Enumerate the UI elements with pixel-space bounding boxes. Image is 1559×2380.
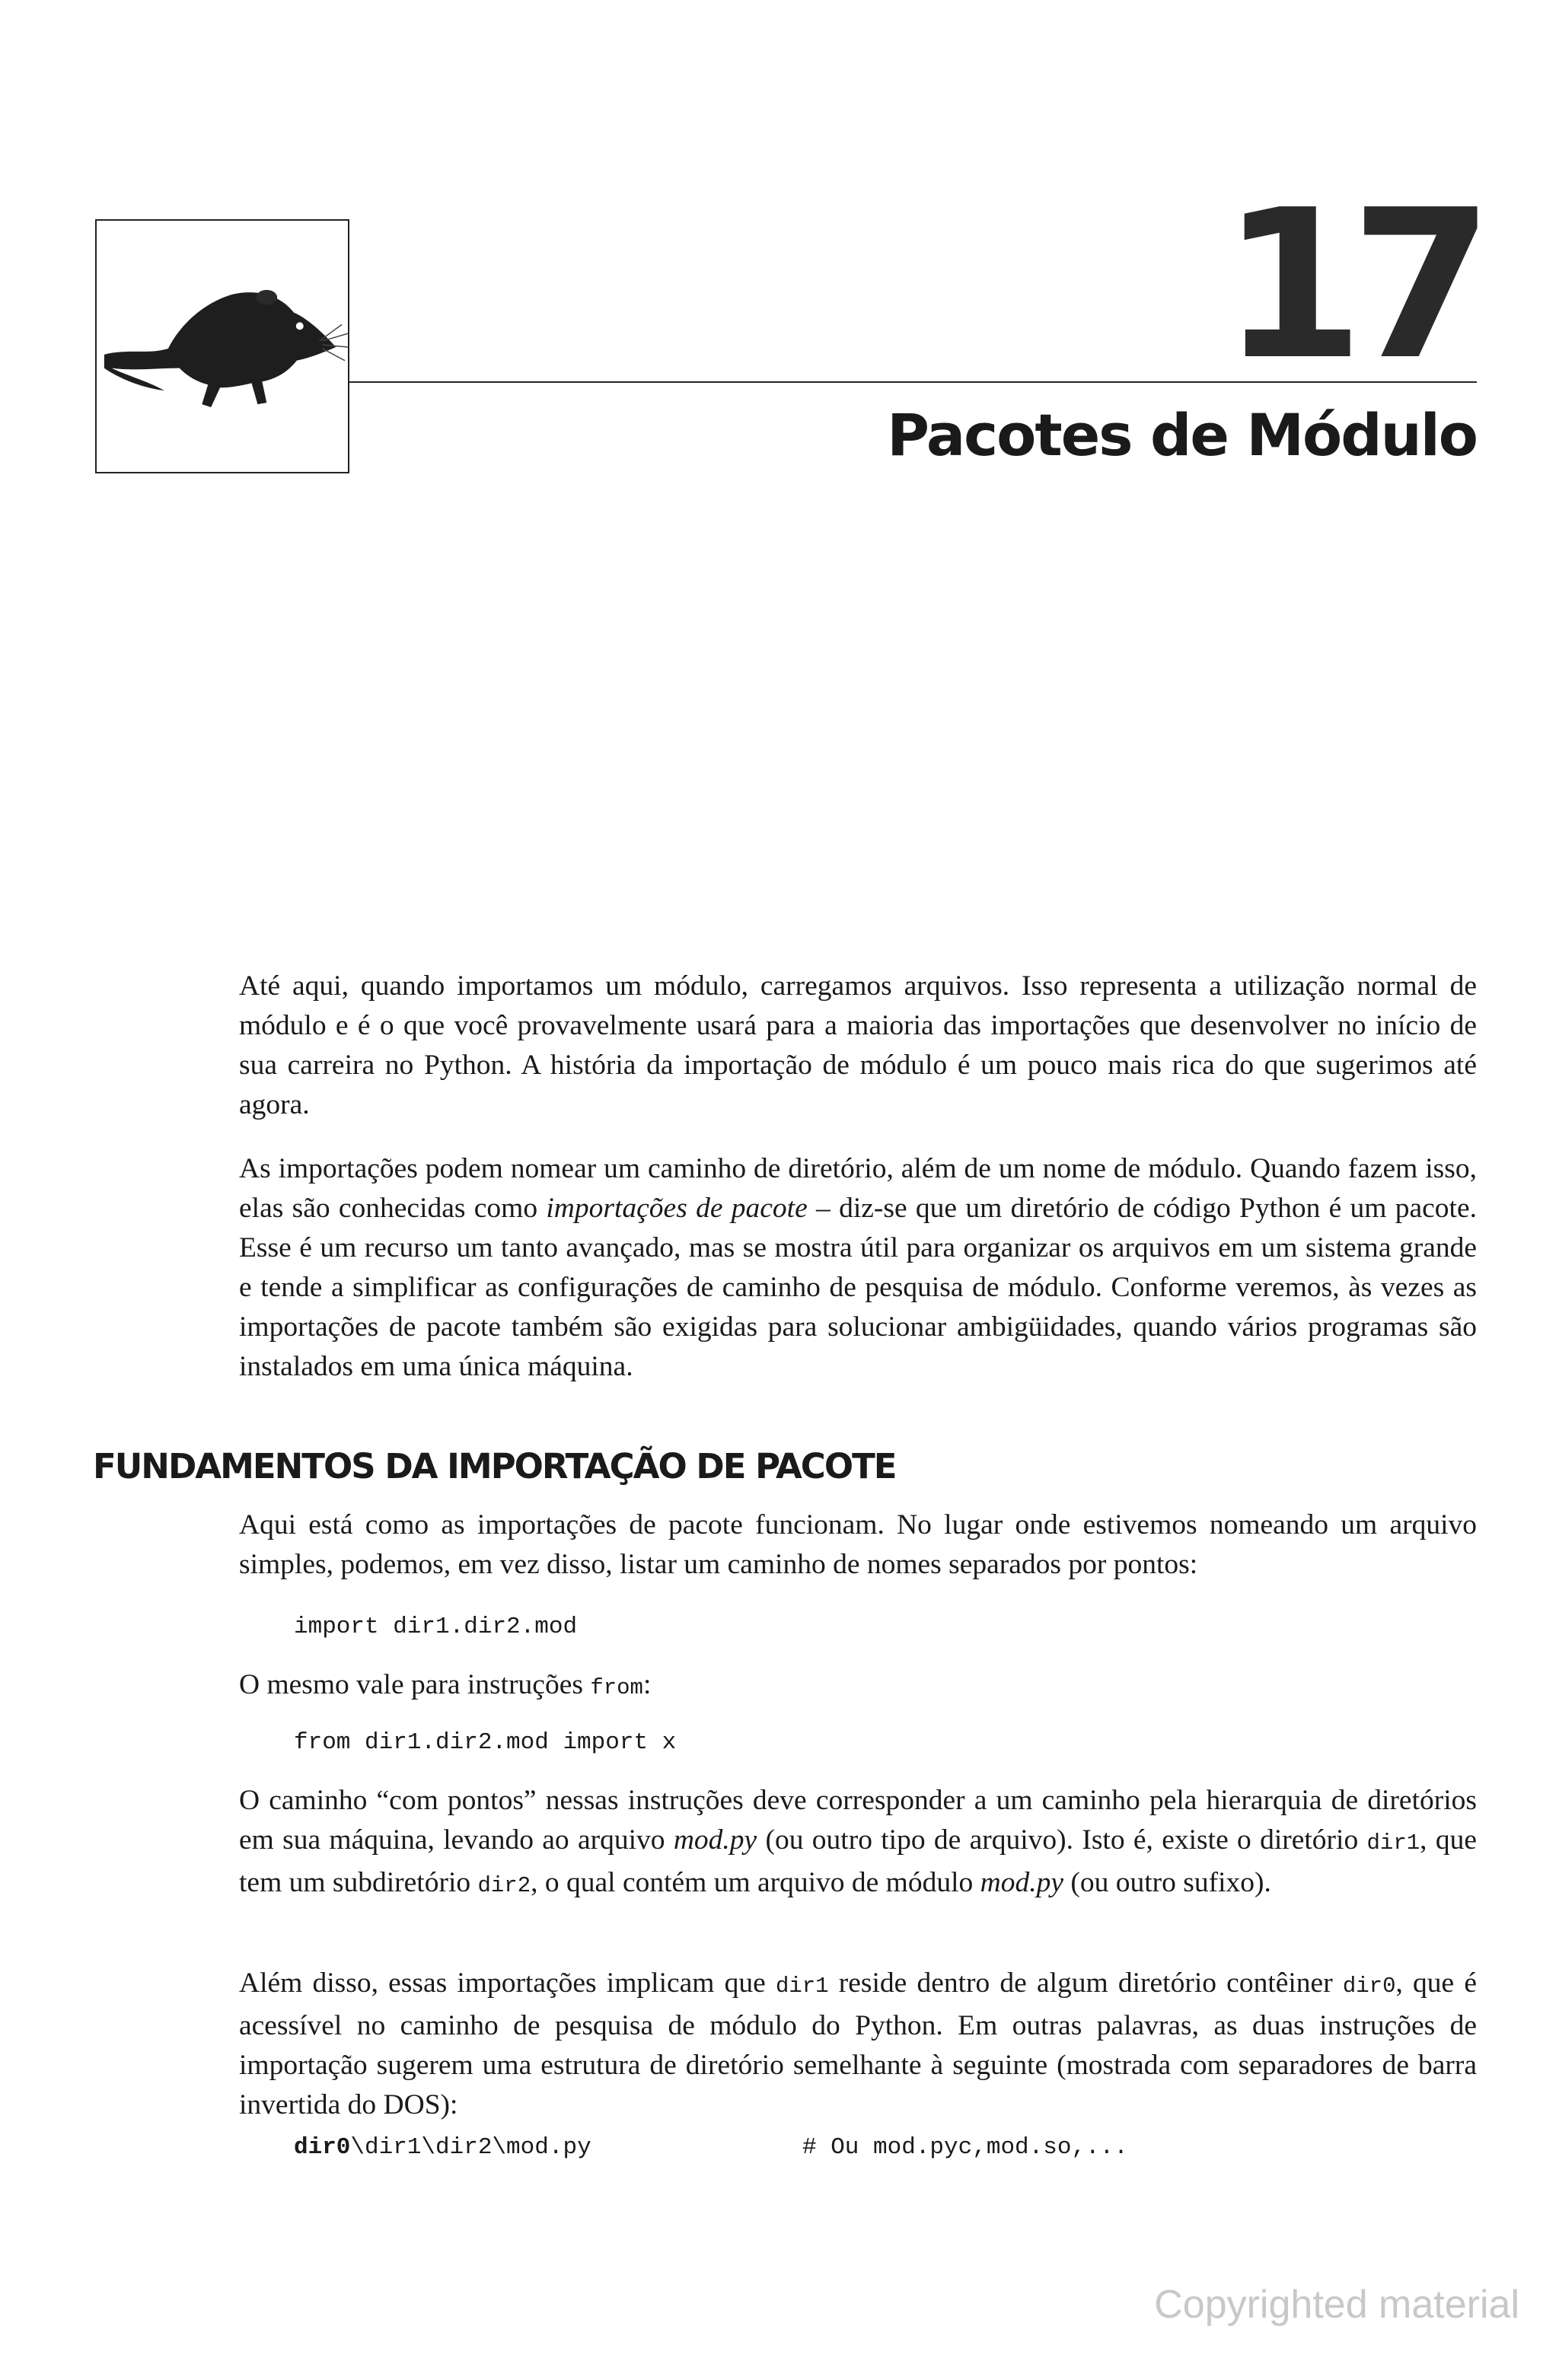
copyright-watermark: Copyrighted material — [1154, 2283, 1519, 2327]
chapter-illustration — [95, 219, 349, 473]
section-paragraph-2 — [239, 1665, 1477, 1708]
text-run: , que é acessível no caminho de pesquisa de módulo do Python. Em outras palavras, as duas instruções de importação sugerem uma estrutura de diretório semelhante à seguinte (mostrada com separadores de barra invertida do DOS): — [239, 1967, 1477, 2120]
code-bold-dir: dir0 — [294, 2134, 351, 2161]
intro-paragraph-2 — [239, 1149, 1477, 1387]
emphasis-term: importações de pacote — [546, 1193, 808, 1224]
chapter-number: 17 — [1221, 165, 1480, 405]
emphasis-filename: mod.py — [673, 1824, 757, 1856]
emphasis-filename: mod.py — [980, 1867, 1063, 1898]
text-run: (ou outro sufixo). — [1063, 1867, 1271, 1898]
text-run: O caminho “com pontos” nessas instruções deve corresponder a um caminho pela hierarquia de diretórios em sua máquina, levando ao arquivo — [239, 1785, 1477, 1856]
text-run: O mesmo vale para instruções — [239, 1669, 591, 1700]
chapter-title: Pacotes de Módulo — [887, 401, 1477, 469]
rat-icon — [97, 221, 348, 472]
code-example-import: import dir1.dir2.mod — [294, 1614, 578, 1640]
text-run: reside dentro de algum diretório contêiner — [828, 1967, 1343, 1999]
inline-code: dir2 — [477, 1873, 531, 1898]
section-paragraph-4 — [239, 1964, 1477, 2125]
intro-paragraph-1: Até aqui, quando importamos um módulo, carregamos arquivos. Isso representa a utilização normal de módulo e é o que você provavelmente usará para a maioria das importações que desenvolver no início de sua carreira no Python. A história da importação de módulo é um pouco mais rica do que sugerimos até agora. — [239, 970, 1477, 1120]
text-run: : — [642, 1669, 652, 1700]
text-run: As importações podem nomear um caminho de diretório, além de um nome de módulo. Quando fazem isso, elas são conhecidas como — [239, 1153, 1477, 1224]
inline-code: from — [590, 1675, 643, 1700]
text-run: , o qual contém um arquivo de módulo — [531, 1867, 980, 1898]
text-run: , que tem um subdiretório — [239, 1824, 1477, 1898]
code-path: \dir1\dir2\mod.py — [350, 2134, 591, 2161]
code-example-directory-path — [294, 2131, 1128, 2165]
inline-code: dir1 — [775, 1974, 829, 1999]
section-heading: FUNDAMENTOS DA IMPORTAÇÃO DE PACOTE — [93, 1446, 896, 1486]
section-paragraph-3 — [239, 1781, 1477, 1906]
text-run: (ou outro tipo de arquivo). Isto é, existe o diretório — [757, 1824, 1367, 1856]
text-run: Além disso, essas importações implicam que — [239, 1967, 776, 1999]
section-paragraph-1: Aqui está como as importações de pacote funcionam. No lugar onde estivemos nomeando um arquivo simples, podemos, em vez disso, listar um caminho de nomes separados por pontos: — [239, 1509, 1477, 1580]
code-example-from: from dir1.dir2.mod import x — [294, 1729, 677, 1756]
text-run: – diz-se que um diretório de código Python é um pacote. Esse é um recurso um tanto avançado, mas se mostra útil para organizar os arquivos em um sistema grande e tende a simplificar as configurações de caminho de pesquisa de módulo. Conforme veremos, às vezes as importações de pacote também são exigidas para solucionar ambigüidades, quando vários programas são instalados em uma única máquina. — [239, 1193, 1477, 1382]
code-comment: # Ou mod.pyc,mod.so,... — [802, 2134, 1128, 2161]
inline-code: dir1 — [1366, 1830, 1420, 1856]
inline-code: dir0 — [1342, 1974, 1396, 1999]
